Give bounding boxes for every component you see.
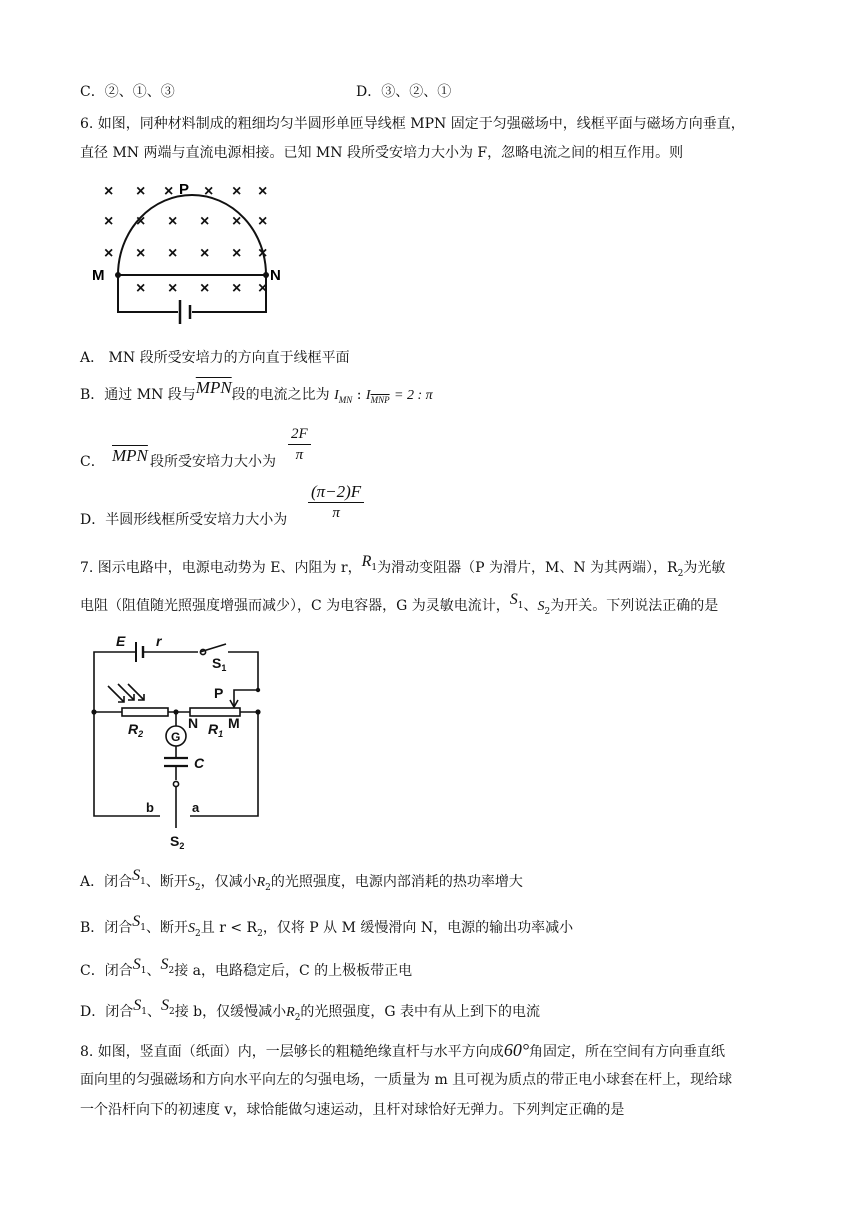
q6-option-c-num: 2F — [288, 424, 311, 445]
svg-text:×: × — [104, 183, 114, 200]
q7-optB-a: B．闭合 — [80, 920, 133, 936]
q7-option-d — [80, 997, 541, 1028]
q5-option-d: D．③、②、① — [356, 84, 452, 100]
svg-text:×: × — [136, 183, 146, 200]
svg-text:×: × — [232, 183, 242, 200]
svg-text:×: × — [136, 213, 146, 230]
q7-optC-s2-sub: 2 — [168, 965, 175, 976]
svg-text:×: × — [232, 280, 242, 297]
q7-optD-s2: S — [160, 997, 169, 1014]
q6-option-d-den: π — [332, 505, 340, 521]
q7-stem1b: 为滑动变阻器（P 为滑片，M、N 为其两端），R — [377, 560, 678, 576]
svg-text:×: × — [258, 183, 268, 200]
q7-label-s2: $S_2$ — [170, 833, 185, 851]
svg-text:×: × — [104, 213, 114, 230]
q6-sub-mn: MN — [338, 394, 353, 405]
q7-optC-b: 、 — [146, 963, 161, 979]
q7-label-n: N — [188, 715, 199, 731]
q6-option-c-arc: $\overline{MPN}$ — [112, 446, 148, 465]
q7-optB-s1: S — [132, 913, 141, 930]
q6-label-p: P — [179, 181, 190, 198]
q8-stem-line2: 面向里的匀强磁场和方向水平向左的匀强电场，一质量为 m 且可视为质点的带正电小球套在杆上，现给球 — [80, 1072, 733, 1088]
q7-option-c — [80, 956, 413, 987]
q7-stem1c: 为光敏 — [683, 560, 726, 576]
q7-optD-s2-sub: 2 — [168, 1006, 175, 1017]
q7-circuit-figure — [86, 630, 270, 852]
q6-stem-line1: 6. 如图，同种材料制成的粗细均匀半圆形单匝导线框 MPN 固定于匀强磁场中，线框平面与磁场方向垂直， — [80, 116, 745, 132]
q7-r1-symbol: R — [361, 553, 372, 570]
q7-optD-b: 、 — [146, 1004, 161, 1020]
q7-optC-s1-sub: 1 — [140, 965, 147, 976]
q8-stem1a: 8. 如图，竖直面（纸面）内，一层够长的粗糙绝缘直杆与水平方向成 — [80, 1044, 504, 1060]
q6-option-d-pre: D．半圆形线框所受安培力大小为 — [80, 512, 288, 528]
svg-text:×: × — [168, 245, 178, 262]
q7-stem-line1 — [80, 553, 726, 584]
q7-label-m: M — [228, 715, 240, 731]
q6-option-c-den: π — [295, 447, 304, 463]
svg-text:×: × — [258, 213, 268, 230]
q6-colon: : — [356, 387, 362, 403]
q6-option-b-pre: B．通过 MN 段与 — [80, 387, 196, 403]
q7-optB-s2: S — [188, 921, 196, 936]
q7-stem1a: 7. 图示电路中，电源电动势为 E、内阻为 r， — [80, 560, 362, 576]
q7-s2-symbol: S — [537, 599, 545, 614]
q8-stem-line3: 一个沿杆向下的初速度 v，球恰能做匀速运动，且杆对球恰好无弹力。下列判定正确的是 — [80, 1102, 625, 1118]
q7-optD-s1-sub: 1 — [141, 1006, 147, 1017]
q8-angle: 60° — [503, 1040, 530, 1060]
q7-optA-s1-sub: 1 — [140, 876, 146, 887]
svg-text:×: × — [164, 183, 174, 200]
q7-optB-b: 、断开 — [146, 920, 189, 936]
q7-stem2a: 电阻（阻值随光照强度增强而减少），C 为电容器，G 为灵敏电流计， — [80, 598, 510, 614]
q6-option-b-i2: I — [365, 388, 371, 403]
q7-s1-symbol: S — [509, 591, 518, 608]
q6-option-a: A． MN 段所受安培力的方向直于线框平面 — [80, 350, 350, 366]
svg-text:×: × — [200, 280, 210, 297]
q6-option-b — [80, 378, 433, 410]
q7-label-b: b — [146, 800, 154, 815]
svg-text:×: × — [232, 245, 242, 262]
q6-option-b-eq: = 2 : π — [394, 388, 433, 403]
q6-option-c-mid: 段所受安培力大小为 — [150, 454, 276, 470]
q7-label-s1: $S_1$ — [212, 655, 227, 673]
q5-option-c: C．②、①、③ — [80, 84, 175, 100]
q7-optA-d: 的光照强度，电源内部消耗的热功率增大 — [270, 874, 523, 890]
q7-optA-b: 、断开 — [145, 874, 188, 890]
svg-text:×: × — [200, 213, 210, 230]
q7-r2-sub: 2 — [677, 568, 684, 579]
svg-text:×: × — [136, 280, 146, 297]
q7-optB-c: 且 r < R — [200, 920, 258, 936]
q7-optC-c: 接 a，电路稳定后，C 的上极板带正电 — [174, 963, 413, 979]
q6-option-d-fraction — [308, 482, 364, 523]
q7-label-g: G — [171, 730, 181, 744]
svg-text:×: × — [168, 213, 178, 230]
q7-optB-s2-sub: 2 — [195, 928, 201, 939]
q7-optD-a: D．闭合 — [80, 1004, 134, 1020]
svg-text:×: × — [258, 245, 268, 262]
q6-option-c-fraction — [288, 424, 311, 465]
q7-optD-d: 的光照强度，G 表中有从上到下的电流 — [300, 1004, 541, 1020]
q7-r1-sub: 1 — [371, 562, 378, 573]
q7-optA-s2-sub: 2 — [194, 882, 201, 893]
q6-label-m: M — [92, 267, 105, 284]
q7-optD-s1: S — [133, 997, 142, 1014]
q7-optA-s1: S — [132, 867, 141, 884]
q7-optA-r2-sub: 2 — [265, 882, 271, 893]
q7-label-r: r — [156, 633, 162, 649]
q6-stem-line2: 直径 MN 两端与直流电源相接。已知 MN 段所受安培力大小为 F，忽略电流之间的相互作用。则 — [80, 145, 684, 161]
q6-option-d-num: (π−2)F — [308, 482, 364, 503]
q7-label-p: P — [214, 685, 224, 701]
q6-figure — [86, 178, 286, 328]
q7-stem2c: 为开关。下列说法正确的是 — [550, 598, 719, 614]
svg-text:×: × — [168, 280, 178, 297]
svg-text:×: × — [136, 245, 146, 262]
q7-optA-r2: R — [256, 875, 266, 890]
q7-s1-sub: 1 — [517, 600, 524, 611]
q7-optB-r2-sub: 2 — [257, 928, 263, 939]
q7-optD-r2-sub: 2 — [294, 1012, 301, 1023]
q7-optB-s1-sub: 1 — [140, 922, 147, 933]
q7-label-r2: $R_2$ — [128, 721, 144, 739]
q7-optC-s2: S — [160, 956, 169, 973]
q7-optA-s2: S — [187, 875, 195, 890]
q6-option-c-pre: C． — [80, 454, 105, 470]
q6-option-b-arc: $\overline{MPN}$ — [195, 378, 232, 397]
q7-optA-a: A．闭合 — [80, 874, 133, 890]
svg-text:×: × — [104, 245, 114, 262]
q7-stem-line2 — [80, 591, 719, 622]
q6-label-n: N — [270, 267, 281, 284]
q6-option-b-i1: I — [334, 388, 339, 403]
q7-label-a: a — [192, 800, 200, 815]
q7-optC-s1: S — [132, 956, 141, 973]
q7-stem2b: 、 — [523, 598, 538, 614]
q8-stem1b: 角固定，所在空间有方向垂直纸 — [529, 1044, 726, 1060]
q7-label-c: C — [194, 755, 205, 771]
q6-option-b-mid: 段的电流之比为 — [231, 387, 330, 403]
q8-stem-line1 — [80, 1040, 725, 1062]
q7-option-b — [80, 913, 574, 944]
q7-optC-a: C．闭合 — [80, 963, 133, 979]
svg-text:×: × — [204, 183, 214, 200]
q7-label-e: E — [116, 633, 126, 649]
svg-text:×: × — [232, 213, 242, 230]
svg-text:×: × — [200, 245, 210, 262]
q7-s2-sub: 2 — [544, 606, 551, 617]
q7-option-a — [80, 867, 523, 898]
svg-text:×: × — [258, 280, 268, 297]
q7-optA-c: ，仅减小 — [200, 874, 257, 890]
q7-optD-c: 接 b，仅缓慢减小 — [174, 1004, 287, 1020]
q6-sub-mnp: MNP — [370, 394, 390, 405]
q7-optD-r2: R — [286, 1005, 295, 1020]
q7-optB-d: ，仅将 P 从 M 缓慢滑向 N，电源的输出功率减小 — [262, 920, 574, 936]
q7-label-r1: $R_1$ — [208, 721, 224, 739]
